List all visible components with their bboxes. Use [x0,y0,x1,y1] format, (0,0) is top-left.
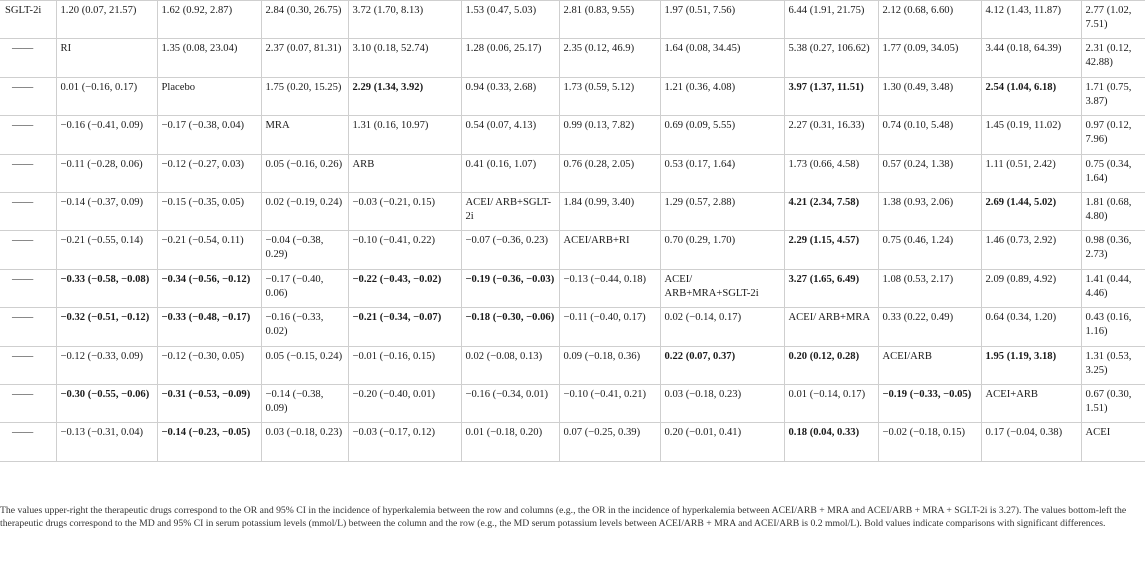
table-cell: 0.41 (0.16, 1.07) [461,154,559,192]
table-cell: 2.09 (0.89, 4.92) [981,269,1081,307]
table-cell: 0.20 (−0.01, 0.41) [660,423,784,461]
table-cell: 0.97 (0.12, 7.96) [1081,116,1145,154]
table-cell: 0.67 (0.30, 1.51) [1081,384,1145,422]
table-cell: −0.31 (−0.53, −0.09) [157,384,261,422]
table-cell: 0.76 (0.28, 2.05) [559,154,660,192]
table-cell: 1.30 (0.49, 3.48) [878,77,981,115]
row-marker-cell: —— [0,192,56,230]
table-cell: 2.31 (0.12, 42.88) [1081,39,1145,77]
table-cell: 1.75 (0.20, 15.25) [261,77,348,115]
table-cell: −0.03 (−0.17, 0.12) [348,423,461,461]
treatment-label-cell: ARB [348,154,461,192]
footnote-text: The values upper-right the therapeutic drugs correspond to the OR and 95% CI in the incidence of hyperkalemia between the row and columns (e.g., the OR in the incidence of hyperkalemia between ACEI/ARB + MRA and ACEI/ARB + MRA + SGLT-2i is 3.27). The values bottom-left the therapeutic drugs correspond to the MD and 95% CI in serum potassium levels (mmol/L) between the column and the row (e.g., the MD serum potassium levels between ACEI/ARB + MRA and ACEI/ARB is 0.2 mmol/L). Bold values indicate comparisons with significant differences. [0,505,1127,530]
treatment-label-cell: SGLT-2i [0,1,56,39]
table-cell: 1.46 (0.73, 2.92) [981,231,1081,269]
table-cell: 0.01 (−0.16, 0.17) [56,77,157,115]
table-cell: 0.75 (0.34, 1.64) [1081,154,1145,192]
table-cell: −0.16 (−0.41, 0.09) [56,116,157,154]
treatment-label-cell: MRA [261,116,348,154]
table-cell: −0.30 (−0.55, −0.06) [56,384,157,422]
table-row [0,231,1145,269]
table-cell: 0.03 (−0.18, 0.23) [261,423,348,461]
table-cell: 0.70 (0.29, 1.70) [660,231,784,269]
table-cell: 3.44 (0.18, 64.39) [981,39,1081,77]
table-cell: 0.02 (−0.14, 0.17) [660,308,784,346]
table-cell: 1.53 (0.47, 5.03) [461,1,559,39]
treatment-label-cell: ACEI/ ARB+MRA [784,308,878,346]
table-cell: 1.73 (0.59, 5.12) [559,77,660,115]
table-cell: −0.03 (−0.21, 0.15) [348,192,461,230]
row-marker-cell: —— [0,116,56,154]
treatment-label-cell: ACEI [1081,423,1145,461]
table-cell: 0.02 (−0.08, 0.13) [461,346,559,384]
table-cell: −0.12 (−0.27, 0.03) [157,154,261,192]
table-cell: −0.16 (−0.34, 0.01) [461,384,559,422]
table-cell: 3.97 (1.37, 11.51) [784,77,878,115]
table-cell: 1.35 (0.08, 23.04) [157,39,261,77]
table-cell: −0.12 (−0.30, 0.05) [157,346,261,384]
table-cell: 5.38 (0.27, 106.62) [784,39,878,77]
table-cell: 0.53 (0.17, 1.64) [660,154,784,192]
table-cell: −0.33 (−0.48, −0.17) [157,308,261,346]
table-cell: −0.33 (−0.58, −0.08) [56,269,157,307]
treatment-label-cell: ACEI/ ARB+SGLT-2i [461,192,559,230]
table-cell: −0.14 (−0.38, 0.09) [261,384,348,422]
table-row [0,269,1145,307]
table-cell: −0.04 (−0.38, 0.29) [261,231,348,269]
row-marker-cell: —— [0,423,56,461]
table-cell: 1.95 (1.19, 3.18) [981,346,1081,384]
treatment-label-cell: ACEI/ ARB+MRA+SGLT-2i [660,269,784,307]
table-cell: 0.33 (0.22, 0.49) [878,308,981,346]
table-cell: 0.05 (−0.15, 0.24) [261,346,348,384]
table-cell: 0.17 (−0.04, 0.38) [981,423,1081,461]
table-cell: 0.01 (−0.14, 0.17) [784,384,878,422]
table-cell: 1.11 (0.51, 2.42) [981,154,1081,192]
table-row [0,308,1145,346]
table-cell: −0.01 (−0.16, 0.15) [348,346,461,384]
table-cell: 3.27 (1.65, 6.49) [784,269,878,307]
table-cell: −0.22 (−0.43, −0.02) [348,269,461,307]
table-row [0,154,1145,192]
table-row [0,346,1145,384]
row-marker-cell: —— [0,77,56,115]
table-cell: 0.74 (0.10, 5.48) [878,116,981,154]
row-marker-cell: —— [0,39,56,77]
table-cell: −0.10 (−0.41, 0.21) [559,384,660,422]
table-cell: 4.21 (2.34, 7.58) [784,192,878,230]
table-cell: 0.02 (−0.19, 0.24) [261,192,348,230]
table-cell: −0.16 (−0.33, 0.02) [261,308,348,346]
table-cell: 0.69 (0.09, 5.55) [660,116,784,154]
table-cell: 0.22 (0.07, 0.37) [660,346,784,384]
treatment-label-cell: ACEI/ARB+RI [559,231,660,269]
table-cell: 0.05 (−0.16, 0.26) [261,154,348,192]
table-cell: 2.29 (1.15, 4.57) [784,231,878,269]
table-cell: 1.20 (0.07, 21.57) [56,1,157,39]
table-cell: 0.09 (−0.18, 0.36) [559,346,660,384]
row-marker-cell: —— [0,384,56,422]
table-cell: 2.77 (1.02, 7.51) [1081,1,1145,39]
table-cell: −0.13 (−0.44, 0.18) [559,269,660,307]
table-cell: −0.19 (−0.33, −0.05) [878,384,981,422]
table-cell: 1.97 (0.51, 7.56) [660,1,784,39]
table-cell: −0.11 (−0.40, 0.17) [559,308,660,346]
table-cell: −0.18 (−0.30, −0.06) [461,308,559,346]
row-marker-cell: —— [0,308,56,346]
table-cell: 1.31 (0.16, 10.97) [348,116,461,154]
table-cell: −0.21 (−0.55, 0.14) [56,231,157,269]
table-cell: 1.84 (0.99, 3.40) [559,192,660,230]
table-cell: 0.57 (0.24, 1.38) [878,154,981,192]
table-cell: 0.07 (−0.25, 0.39) [559,423,660,461]
row-marker-cell: —— [0,231,56,269]
table-row [0,1,1145,39]
table-cell: −0.15 (−0.35, 0.05) [157,192,261,230]
table-cell: 1.31 (0.53, 3.25) [1081,346,1145,384]
table-cell: −0.19 (−0.36, −0.03) [461,269,559,307]
treatment-label-cell: Placebo [157,77,261,115]
table-row [0,39,1145,77]
table-cell: 1.64 (0.08, 34.45) [660,39,784,77]
table-body [0,1,1145,462]
treatment-label-cell: RI [56,39,157,77]
table-cell: −0.21 (−0.34, −0.07) [348,308,461,346]
table-cell: 1.38 (0.93, 2.06) [878,192,981,230]
table-cell: 2.37 (0.07, 81.31) [261,39,348,77]
table-cell: −0.32 (−0.51, −0.12) [56,308,157,346]
table-cell: 0.99 (0.13, 7.82) [559,116,660,154]
table-cell: −0.07 (−0.36, 0.23) [461,231,559,269]
table-cell: −0.13 (−0.31, 0.04) [56,423,157,461]
table-cell: 2.81 (0.83, 9.55) [559,1,660,39]
table-cell: 2.35 (0.12, 46.9) [559,39,660,77]
treatment-label-cell: ACEI+ARB [981,384,1081,422]
treatment-label-cell: ACEI/ARB [878,346,981,384]
row-marker-cell: —— [0,346,56,384]
table-row [0,384,1145,422]
table-cell: 1.08 (0.53, 2.17) [878,269,981,307]
table-cell: 0.20 (0.12, 0.28) [784,346,878,384]
table-cell: 0.18 (0.04, 0.33) [784,423,878,461]
table-cell: 2.54 (1.04, 6.18) [981,77,1081,115]
table-cell: 2.12 (0.68, 6.60) [878,1,981,39]
table-cell: 4.12 (1.43, 11.87) [981,1,1081,39]
table-cell: 0.98 (0.36, 2.73) [1081,231,1145,269]
table-cell: 0.75 (0.46, 1.24) [878,231,981,269]
table-cell: −0.17 (−0.40, 0.06) [261,269,348,307]
table-cell: 0.54 (0.07, 4.13) [461,116,559,154]
table-cell: 2.69 (1.44, 5.02) [981,192,1081,230]
table-cell: 1.81 (0.68, 4.80) [1081,192,1145,230]
table-footnote [0,504,1140,531]
table-cell: −0.11 (−0.28, 0.06) [56,154,157,192]
row-marker-cell: —— [0,269,56,307]
table-cell: −0.14 (−0.37, 0.09) [56,192,157,230]
table-cell: 1.77 (0.09, 34.05) [878,39,981,77]
table-cell: 1.73 (0.66, 4.58) [784,154,878,192]
table-cell: −0.17 (−0.38, 0.04) [157,116,261,154]
table-cell: 1.28 (0.06, 25.17) [461,39,559,77]
table-cell: 1.21 (0.36, 4.08) [660,77,784,115]
table-cell: −0.34 (−0.56, −0.12) [157,269,261,307]
table-cell: −0.14 (−0.23, −0.05) [157,423,261,461]
table-cell: 1.41 (0.44, 4.46) [1081,269,1145,307]
table-cell: −0.10 (−0.41, 0.22) [348,231,461,269]
row-marker-cell: —— [0,154,56,192]
table-cell: 3.10 (0.18, 52.74) [348,39,461,77]
table-cell: 0.01 (−0.18, 0.20) [461,423,559,461]
table-row [0,77,1145,115]
table-cell: 1.62 (0.92, 2.87) [157,1,261,39]
table-cell: −0.20 (−0.40, 0.01) [348,384,461,422]
table-cell: 3.72 (1.70, 8.13) [348,1,461,39]
table-row [0,116,1145,154]
table-cell: 0.94 (0.33, 2.68) [461,77,559,115]
table-cell: −0.12 (−0.33, 0.09) [56,346,157,384]
table-cell: −0.21 (−0.54, 0.11) [157,231,261,269]
table-cell: 2.84 (0.30, 26.75) [261,1,348,39]
table-cell: 0.03 (−0.18, 0.23) [660,384,784,422]
table-cell: 1.29 (0.57, 2.88) [660,192,784,230]
table-cell: 0.43 (0.16, 1.16) [1081,308,1145,346]
table-cell: −0.02 (−0.18, 0.15) [878,423,981,461]
table-cell: 1.45 (0.19, 11.02) [981,116,1081,154]
table-row [0,192,1145,230]
table-row [0,423,1145,461]
table-cell: 1.71 (0.75, 3.87) [1081,77,1145,115]
table-cell: 2.29 (1.34, 3.92) [348,77,461,115]
table-cell: 6.44 (1.91, 21.75) [784,1,878,39]
table-cell: 0.64 (0.34, 1.20) [981,308,1081,346]
table-cell: 2.27 (0.31, 16.33) [784,116,878,154]
